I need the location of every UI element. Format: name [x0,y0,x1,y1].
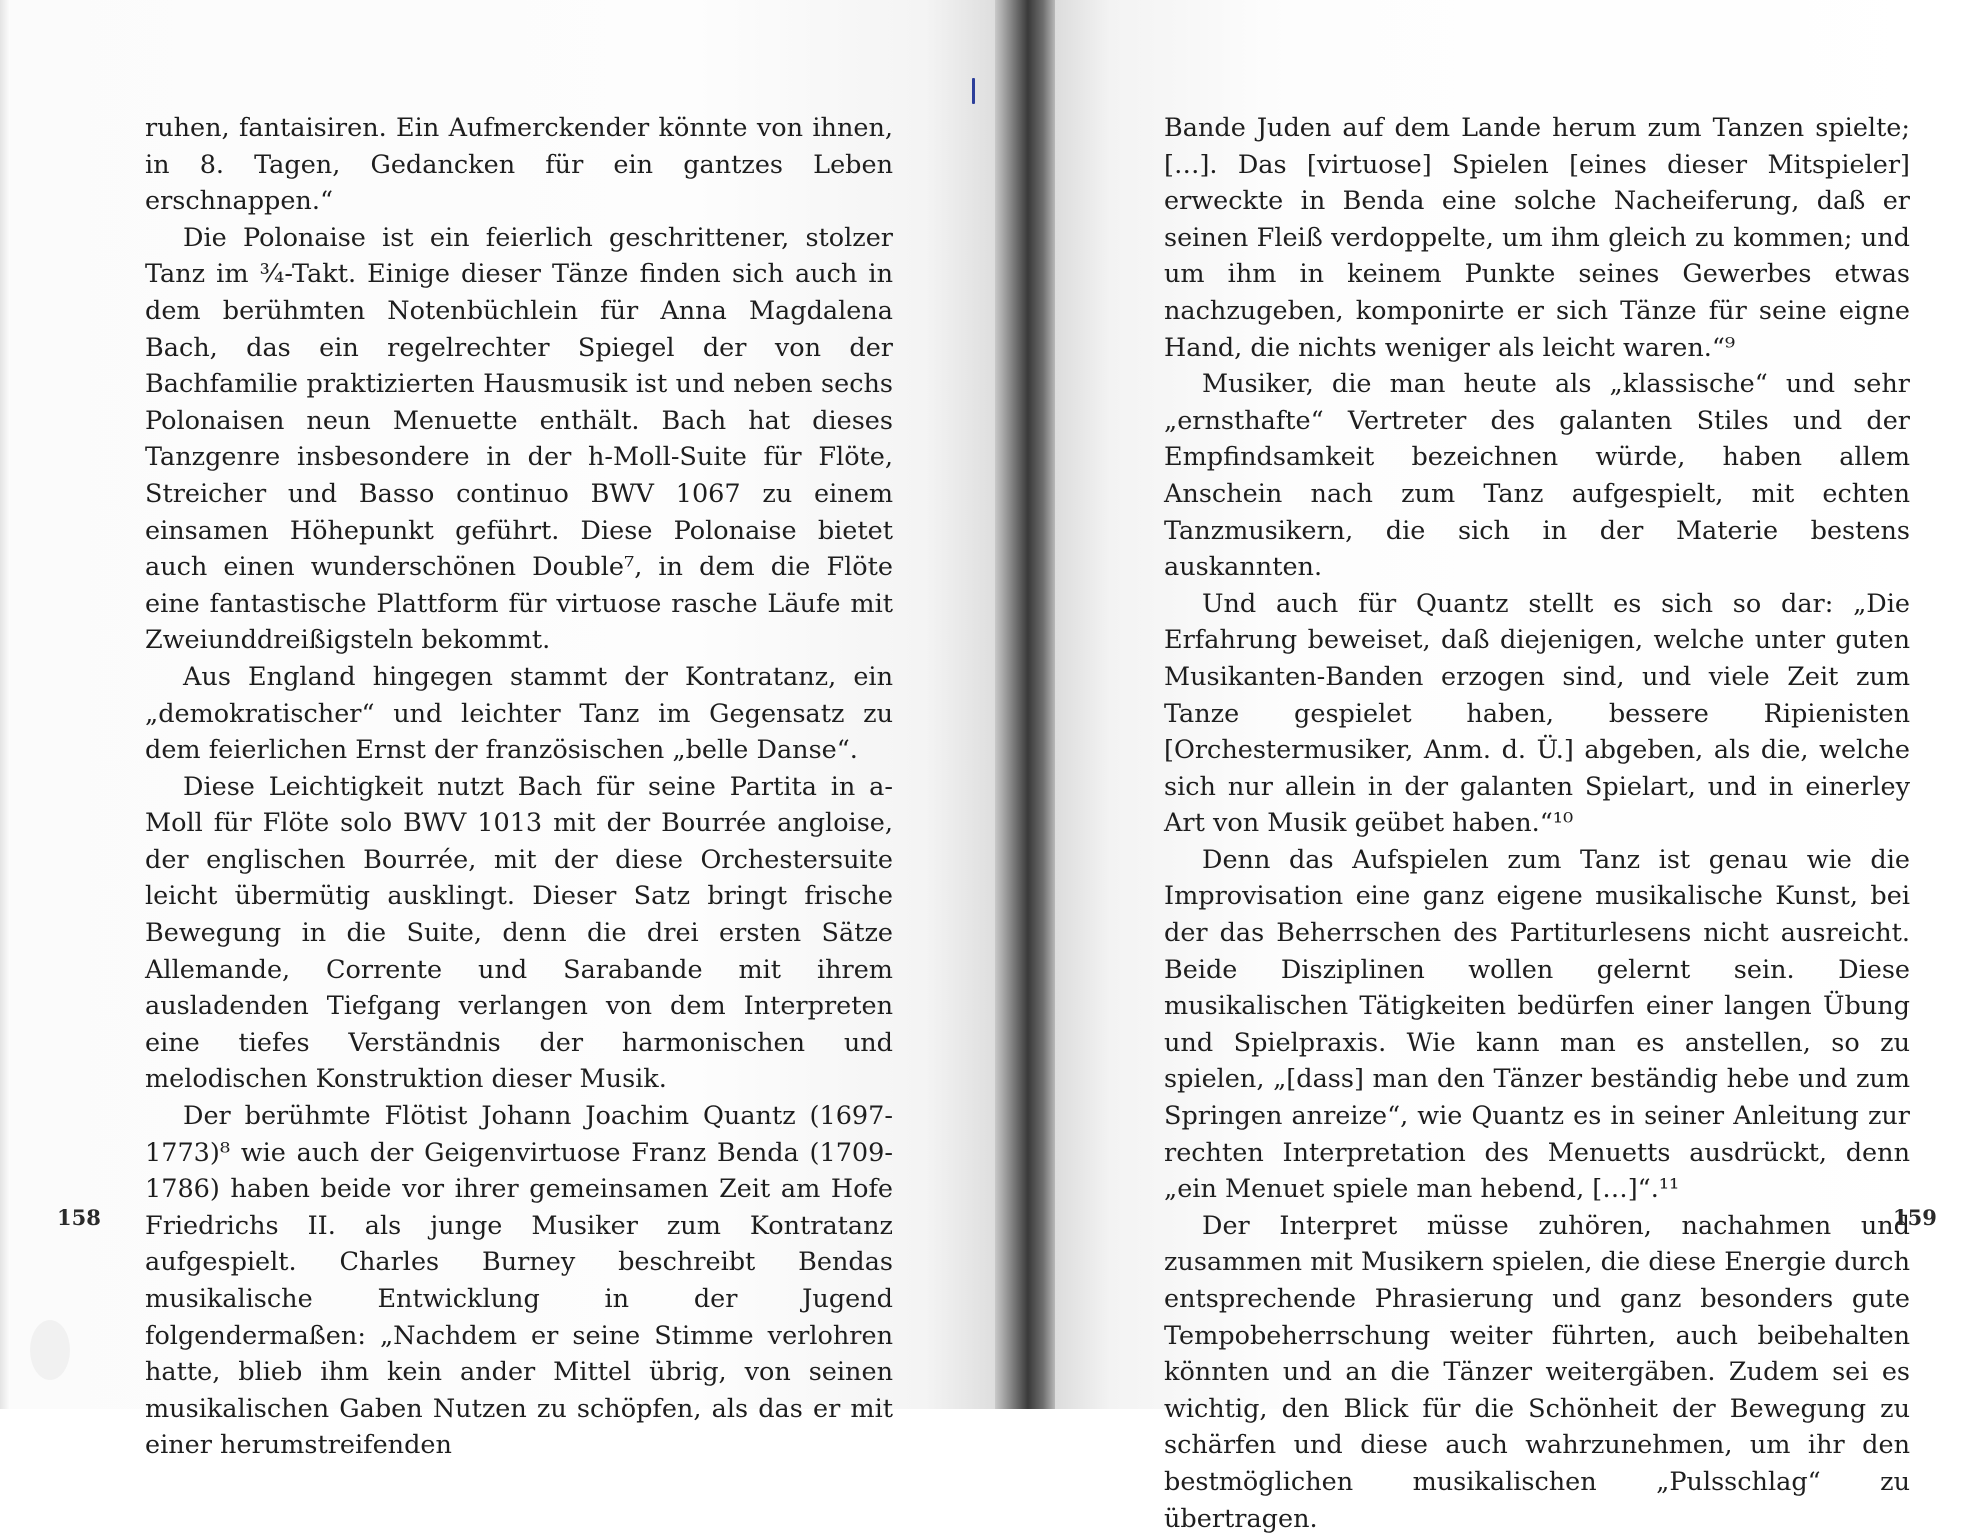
left-page-text [145,110,893,1464]
pen-mark [972,78,975,104]
left-page [0,0,995,1461]
scan-smudge [30,1320,70,1380]
page-edge-shadow [0,0,10,1409]
paragraph: Aus England hingegen stammt der Kontratanz, ein „demokratischer“ und leichter Tanz im Gegensatz zu dem feierlichen Ernst der französischen „belle Danse“. [145,661,893,766]
book-gutter [995,0,1055,1409]
paragraph: Diese Leichtigkeit nutzt Bach für seine Partita in a-Moll für Flöte solo BWV 1013 mit der Bourrée angloise, der englischen Bourrée, mit der diese Orchestersuite leicht übermütig ausklingt. Dieser Satz bringt frische Bewegung in die Suite, denn die drei ersten Sätze Allemande, Corrente und Sarabande mit ihrem ausladenden Tiefgang verlangen von dem Interpreten eine tiefes Verständnis der harmonischen und melodischen Konstruktion dieser Musik. [145,771,893,1095]
paragraph: Bande Juden auf dem Lande herum zum Tanzen spielte;[…]. Das [virtuose] Spielen [eines dieser Mitspieler] erweckte in Benda eine solche Nacheiferung, daß er seinen Fleiß verdoppelte, um ihm gleich zu kommen; und um ihm in keinem Punkte seines Gewerbes etwas nachzugeben, komponirte er sich Tänze für seine eigne Hand, die nichts weniger als leicht waren.“⁹ [1164,113,1910,363]
right-page-text [1164,110,1910,1537]
paragraph: ruhen, fantaisiren. Ein Aufmerckender könnte von ihnen, in 8. Tagen, Gedancken für ein gantzes Leben erschnappen.“ [145,113,893,217]
page-number-left: 158 [57,1205,101,1230]
paragraph: Und auch für Quantz stellt es sich so dar: „Die Erfahrung beweiset, daß diejenigen, welche unter guten Musikanten-Banden erzogen sind, und viele Zeit zum Tanze gespielet haben, bessere Ripienisten [Orchestermusiker, Anm. d. Ü.] abgeben, als die, welche sich nur allein in der galanten Spielart, und in einerley Art von Musik geübet haben.“¹⁰ [1164,588,1910,839]
paragraph: Musiker, die man heute als „klassische“ und sehr „ernsthafte“ Vertreter des galanten Stiles und der Empfindsamkeit bezeichnen würde, haben allem Anschein nach zum Tanz aufgespielt, mit echten Tanzmusikern, die sich in der Materie bestens auskannten. [1164,369,1910,583]
paragraph: Der berühmte Flötist Johann Joachim Quantz (1697-1773)⁸ wie auch der Geigenvirtuose Franz Benda (1709-1786) haben beide vor ihrer gemeinsamen Zeit am Hofe Friedrichs II. als junge Musiker zum Kontratanz aufgespielt. Charles Burney beschreibt Bendas musikalische Entwicklung in der Jugend folgendermaßen: „Nachdem er seine Stimme verlohren hatte, blieb ihm kein ander Mittel übrig, von seinen musikalischen Gaben Nutzen zu schöpfen, als das er mit einer herumstreifenden [145,1101,893,1461]
right-page [1055,0,1979,1534]
paragraph: Die Polonaise ist ein feierlich geschrittener, stolzer Tanz im ¾-Takt. Einige dieser Tänze finden sich auch in dem berühmten Notenbüchlein für Anna Magdalena Bach, das ein regelrechter Spiegel der von der Bachfamilie praktizierten Hausmusik ist und neben sechs Polonaisen neun Menuette enthält. Bach hat dieses Tanzgenre insbesondere in der h-Moll-Suite für Flöte, Streicher und Basso continuo BWV 1067 zu einem einsamen Höhepunkt geführt. Diese Polonaise bietet auch einen wunderschönen Double⁷, in dem die Flöte eine fantastische Plattform für virtuose rasche Läufe mit Zweiunddreißigsteln bekommt. [145,222,893,656]
page-number-right: 159 [1893,1205,1937,1230]
paragraph: Denn das Aufspielen zum Tanz ist genau wie die Improvisation eine ganz eigene musikalische Kunst, bei der das Beherrschen des Partiturlesens nicht ausreicht. Beide Disziplinen wollen gelernt sein. Diese musikalischen Tätigkeiten bedürfen einer langen Übung und Spielpraxis. Wie kann man es anstellen, so zu spielen, „[dass] man den Tänzer beständig hebe und zum Springen anreize“, wie Quantz es in seiner Anleitung zur rechten Interpretation des Menuetts ausdrückt, denn „ein Menuet spiele man hebend, […]“.¹¹ [1164,844,1910,1205]
paragraph: Der Interpret müsse zuhören, nachahmen und zusammen mit Musikern spielen, die diese Energie durch entsprechende Phrasierung und ganz besonders gute Tempobeherrschung weiter führten, auch beibehalten könnten und an die Tänzer weitergäben. Zudem sei es wichtig, den Blick für die Schönheit der Bewegung zu schärfen und diese auch wahrzunehmen, um ihr den bestmöglichen musikalischen „Pulsschlag“ zu übertragen. [1164,1210,1910,1534]
